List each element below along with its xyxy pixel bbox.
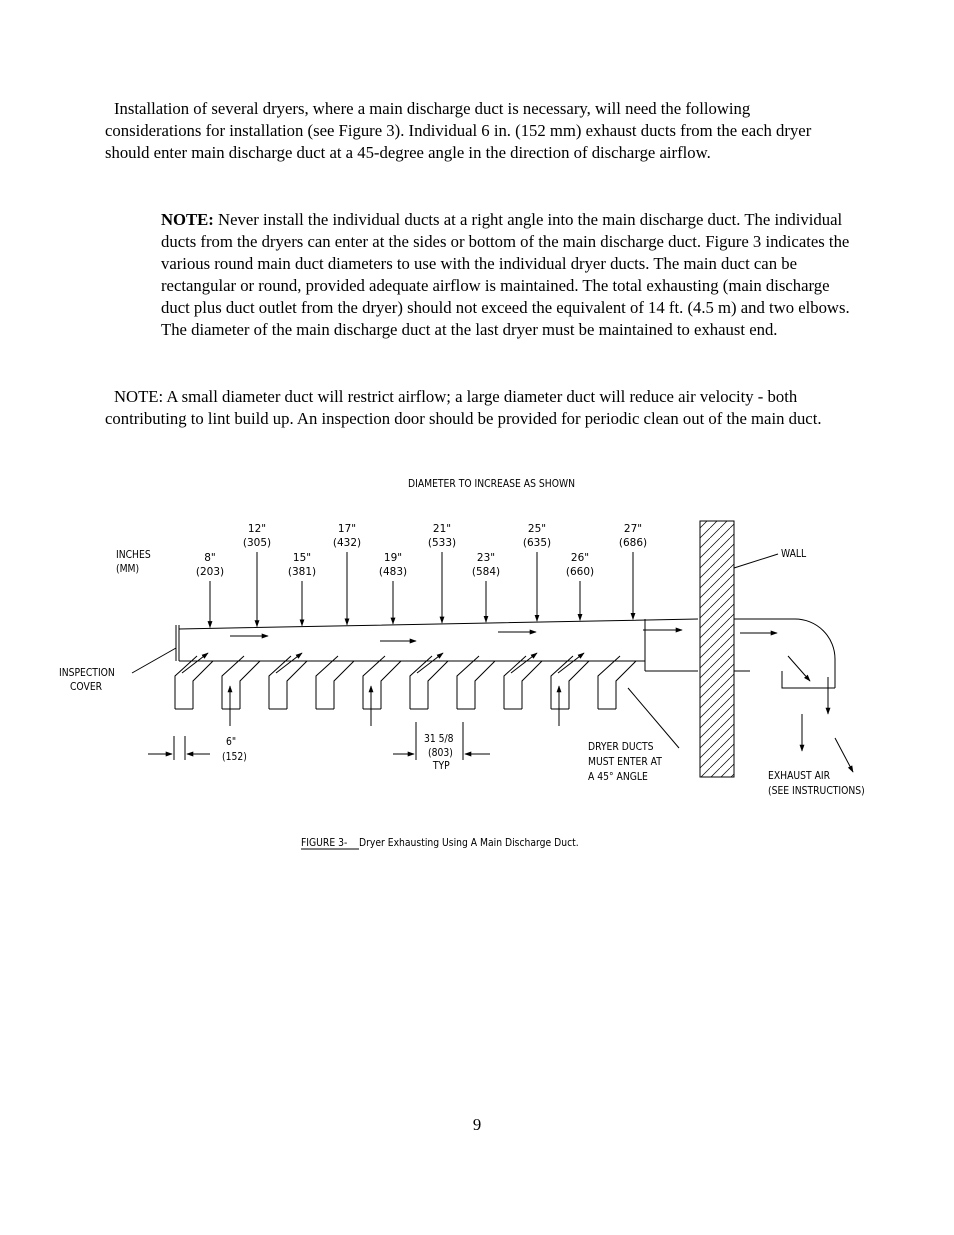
dryer-duct	[222, 656, 260, 709]
diameter-mm-label: (533)	[427, 537, 457, 549]
units-inches-label: INCHES	[116, 549, 151, 562]
airflow-note-paragraph: NOTE: A small diameter duct will restrict airflow; a large diameter duct will reduce air velocity - both contributing to lint build up. An inspection door should be provided for periodic clean out of the main duct.	[105, 387, 822, 428]
dryer-ducts	[175, 656, 636, 709]
diameter-mm-label: (483)	[378, 566, 408, 578]
flow-arrows	[230, 630, 853, 772]
dryer-duct	[316, 656, 354, 709]
inspection-cover	[176, 625, 179, 661]
dim-6in-label: 6"	[225, 736, 237, 749]
dryer-duct	[363, 656, 401, 709]
exhaust-label-1: EXHAUST AIR	[768, 770, 831, 783]
diameter-mm-label: (660)	[565, 566, 595, 578]
diameter-inches-label: 19"	[383, 552, 403, 564]
figure-heading: DIAMETER TO INCREASE AS SHOWN	[408, 478, 575, 491]
intro-paragraph: Installation of several dryers, where a main discharge duct is necessary, will need the following considerations for installation (see Figure 3). Individual 6 in. (152 mm) exhaust ducts from the each dryer should enter main discharge duct at a 45-degree angle in the direction of discharge airflow.	[105, 99, 812, 162]
page-number: 9	[472, 1115, 482, 1134]
diameter-inches-label: 25"	[527, 523, 547, 535]
diameter-inches-label: 27"	[623, 523, 643, 535]
spacing-label-3: TYP	[432, 760, 450, 773]
units-mm-label: (MM)	[116, 563, 140, 576]
diameter-inches-label: 12"	[247, 523, 267, 535]
inspection-label-2: COVER	[70, 681, 103, 694]
diameter-mm-label: (432)	[332, 537, 362, 549]
diameter-arrows	[210, 552, 633, 627]
spacing-label-2: (803)	[428, 747, 453, 760]
dryer-ducts-label-3: A 45° ANGLE	[588, 771, 648, 784]
flow-arrow	[788, 656, 810, 681]
diameter-inches-label: 8"	[204, 552, 216, 564]
wall	[700, 521, 734, 777]
diameter-inches-label: 15"	[292, 552, 312, 564]
dryer-ducts-label-1: DRYER DUCTS	[588, 741, 654, 754]
diameter-mm-label: (381)	[287, 566, 317, 578]
diameter-mm-label: (305)	[242, 537, 272, 549]
diameter-inches-label: 21"	[432, 523, 452, 535]
note-text: Never install the individual ducts at a right angle into the main discharge duct. The individual ducts from the dryers can enter at the sides or bottom of the main discharge duct. Figure 3 indicates the various round main duct diameters to use with the individual dryer ducts. The main duct can be rectangular or round, provided adequate airflow is maintained. The total exhausting (main discharge duct plus duct outlet from the dryer) should not exceed the equivalent of 14 ft. (4.5 m) and two elbows. The diameter of the main discharge duct at the last dryer must be maintained to exhaust end.	[161, 210, 850, 339]
note-label: NOTE:	[161, 210, 214, 229]
spacing-label-1: 31 5/8	[424, 733, 454, 746]
diameter-labels	[196, 523, 647, 578]
exhaust-label-2: (SEE INSTRUCTIONS)	[768, 785, 865, 798]
diameter-mm-label: (686)	[618, 537, 648, 549]
diameter-inches-label: 26"	[570, 552, 590, 564]
diameter-mm-label: (203)	[195, 566, 225, 578]
diameter-mm-label: (584)	[471, 566, 501, 578]
flow-arrow	[835, 738, 853, 772]
upward-arrows	[230, 686, 559, 726]
figure-3-diagram	[50, 468, 890, 860]
caption-text: Dryer Exhausting Using A Main Discharge Duct.	[358, 837, 579, 850]
diameter-inches-label: 23"	[476, 552, 496, 564]
note-paragraph	[161, 209, 851, 341]
dryer-duct	[457, 656, 495, 709]
wall-label: WALL	[781, 548, 807, 561]
dryer-duct	[598, 656, 636, 709]
diameter-mm-label: (635)	[522, 537, 552, 549]
exhaust-elbow	[734, 619, 835, 688]
caption-label: FIGURE 3-	[301, 837, 348, 850]
dryer-ducts-label-2: MUST ENTER AT	[588, 756, 662, 769]
diameter-inches-label: 17"	[337, 523, 357, 535]
entry-arrows	[182, 653, 584, 673]
inspection-label-1: INSPECTION	[59, 667, 115, 680]
dim-6in-mm-label: (152)	[222, 751, 247, 764]
